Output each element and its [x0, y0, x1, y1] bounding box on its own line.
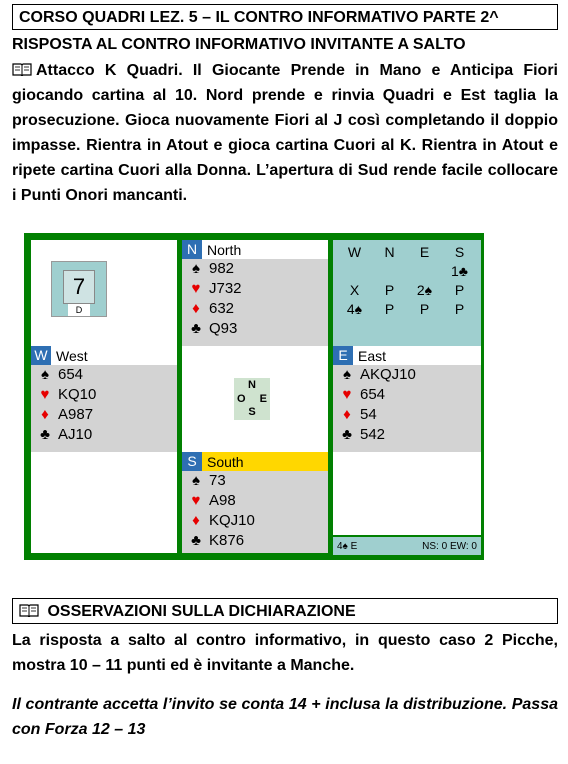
- contract-label: 4♠ E: [337, 540, 358, 552]
- east-letter: E: [333, 346, 353, 365]
- west-header: [31, 346, 177, 365]
- auction-bid: P: [419, 300, 430, 317]
- play-description-text: Attacco K Quadri. Il Giocante Prende in Mano e Anticipa Fiori giocando cartina al 10. Nord prende e rinvia Quadri e Est taglia la prosecuzione. Gioca nuovamente Fiori al J così completando il doppio impasse. Rientra in Atout e gioca cartina Cuori al K. Rientra in Atout e ripete cartina Cuori alla Donna. L’apertura di Sud rende facile collocare i Punti Onori mancanti.: [12, 62, 558, 204]
- west-hearts-cards: KQ10: [58, 386, 97, 403]
- compass-s: S: [248, 406, 256, 418]
- south-diamonds-cards: KQJ10: [209, 512, 255, 529]
- east-hand: [333, 346, 481, 452]
- east-spades: [333, 365, 481, 385]
- north-spades: [182, 259, 328, 279]
- lesson-title: [12, 4, 558, 30]
- west-spades-cards: 654: [58, 366, 84, 383]
- dealer-label: D: [68, 304, 90, 316]
- book-icon: [19, 603, 39, 617]
- west-diamonds: [31, 405, 177, 425]
- north-spades-cards: 982: [209, 260, 235, 277]
- compass-n: N: [248, 379, 256, 391]
- bridge-board: [24, 233, 484, 560]
- south-hearts: [182, 491, 328, 511]
- east-clubs-cards: 542: [360, 426, 386, 443]
- east-diamonds: [333, 405, 481, 425]
- south-header: [182, 452, 328, 471]
- compass: [234, 378, 270, 420]
- observations-italic-text: Il contrante accetta l’invito se conta 14 + inclusa la distribuzione. Passa con Forza 12 – 13: [12, 696, 558, 738]
- heart-icon: ♥: [191, 492, 201, 509]
- auction-bid: 4♠: [346, 300, 363, 317]
- west-clubs: [31, 425, 177, 445]
- spade-icon: ♠: [41, 366, 49, 383]
- north-hearts: [182, 279, 328, 299]
- auction-bid: [407, 261, 442, 280]
- north-diamonds: [182, 299, 328, 319]
- bottom-left-panel: [31, 452, 177, 553]
- club-icon: ♣: [191, 532, 201, 549]
- score-label: NS: 0 EW: 0: [422, 540, 477, 552]
- west-name: West: [56, 347, 88, 364]
- auction-bid: [337, 261, 372, 280]
- auction-bid: P: [384, 281, 395, 298]
- auction-bid: X: [349, 281, 360, 298]
- auction-bid: 2♠: [416, 281, 433, 298]
- diamond-icon: ♦: [192, 512, 200, 529]
- auction-bid: P: [454, 281, 465, 298]
- auction-bid: 1♣: [451, 262, 468, 279]
- west-diamonds-cards: A987: [58, 406, 94, 423]
- east-diamonds-cards: 54: [360, 406, 377, 423]
- east-hearts-cards: 654: [360, 386, 386, 403]
- book-icon: [12, 62, 32, 76]
- auction-header-row: [337, 242, 477, 261]
- spade-icon: ♠: [192, 472, 200, 489]
- south-hearts-cards: A98: [209, 492, 236, 509]
- club-icon: ♣: [342, 426, 352, 443]
- south-spades: [182, 471, 328, 491]
- auction-bid: [372, 261, 407, 280]
- north-letter: N: [182, 240, 202, 259]
- diamond-icon: ♦: [192, 300, 200, 317]
- east-clubs: [333, 425, 481, 445]
- lesson-title-text: CORSO QUADRI LEZ. 5 – IL CONTRO INFORMATIVO PARTE 2^: [19, 9, 499, 26]
- spade-icon: ♠: [343, 366, 351, 383]
- table-center: [182, 346, 328, 452]
- east-hearts: [333, 385, 481, 405]
- south-clubs: [182, 531, 328, 551]
- south-clubs-cards: K876: [209, 532, 245, 549]
- north-clubs-cards: Q93: [209, 320, 238, 337]
- compass-e: E: [259, 393, 267, 405]
- auction-row: [337, 261, 477, 280]
- east-name: East: [358, 347, 387, 364]
- north-name: North: [207, 241, 242, 258]
- heart-icon: ♥: [342, 386, 352, 403]
- club-icon: ♣: [40, 426, 50, 443]
- west-letter: W: [31, 346, 51, 365]
- bottom-right-panel: [333, 452, 481, 535]
- east-header: [333, 346, 481, 365]
- auction-header-n: N: [384, 243, 395, 260]
- board-number-panel: [31, 240, 177, 346]
- west-hand: [31, 346, 177, 452]
- south-name: South: [207, 453, 244, 470]
- south-spades-cards: 73: [209, 472, 226, 489]
- south-diamonds: [182, 511, 328, 531]
- west-clubs-cards: AJ10: [58, 426, 93, 443]
- board-number-box: [51, 261, 107, 317]
- score-footer: [333, 537, 481, 555]
- auction-header-s: S: [454, 243, 465, 260]
- club-icon: ♣: [191, 320, 201, 337]
- heart-icon: ♥: [191, 280, 201, 297]
- south-hand: [182, 452, 328, 553]
- north-clubs: [182, 319, 328, 339]
- play-description: [12, 58, 558, 208]
- south-letter: S: [182, 452, 202, 471]
- diamond-icon: ♦: [41, 406, 49, 423]
- north-hearts-cards: J732: [209, 280, 242, 297]
- compass-o: O: [237, 393, 246, 405]
- auction-header-e: E: [419, 243, 430, 260]
- observations-text: La risposta a salto al contro informativo, in questo caso 2 Picche, mostra 10 – 11 punti ed è invitante a Manche.: [12, 632, 558, 674]
- east-spades-cards: AKQJ10: [360, 366, 416, 383]
- section-subtitle: RISPOSTA AL CONTRO INFORMATIVO INVITANTE A SALTO: [12, 36, 466, 53]
- diamond-icon: ♦: [343, 406, 351, 423]
- north-hand: [182, 240, 328, 346]
- north-header: [182, 240, 328, 259]
- auction-row: [337, 280, 477, 299]
- observations-title: OSSERVAZIONI SULLA DICHIARAZIONE: [47, 603, 356, 620]
- auction-bid: P: [454, 300, 465, 317]
- observations-title-box: [12, 598, 558, 624]
- auction-header-w: W: [347, 243, 362, 260]
- board-number: 7: [63, 270, 95, 304]
- auction-row: [337, 299, 477, 318]
- west-spades: [31, 365, 177, 385]
- north-diamonds-cards: 632: [209, 300, 235, 317]
- heart-icon: ♥: [40, 386, 50, 403]
- spade-icon: ♠: [192, 260, 200, 277]
- auction-bid: P: [384, 300, 395, 317]
- auction-table: [333, 240, 481, 346]
- west-hearts: [31, 385, 177, 405]
